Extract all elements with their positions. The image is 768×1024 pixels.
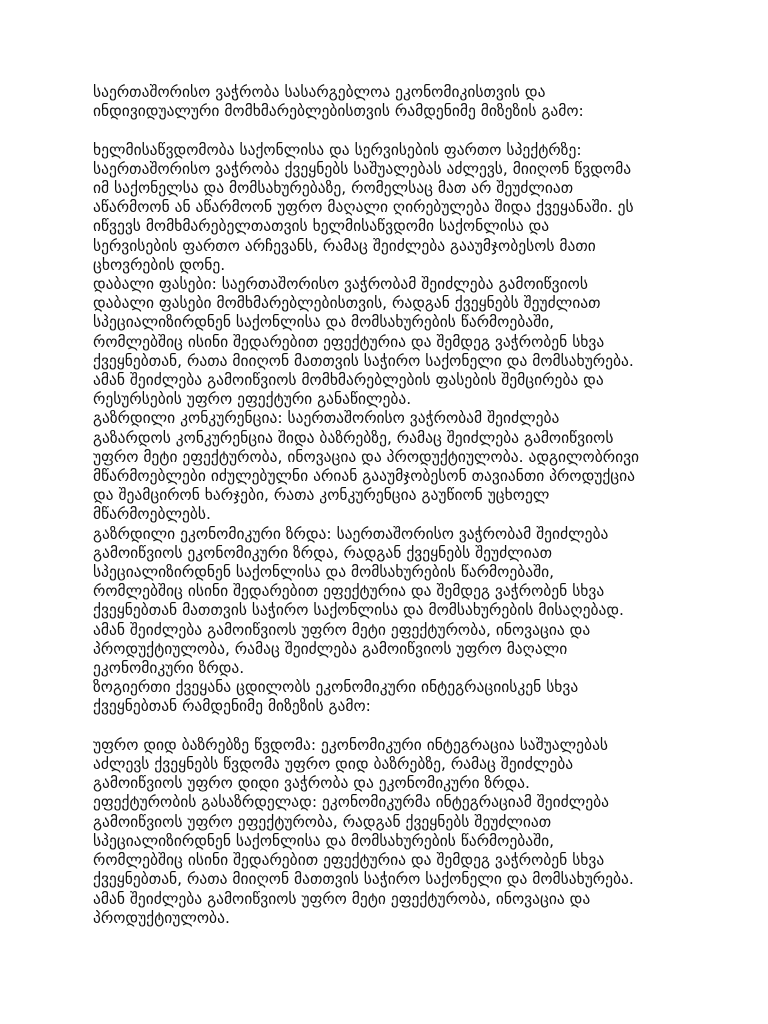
text-line: გაზარდოს კონკურენცია შიდა ბაზრებზე, რამაც შეიძლება გამოიწვიოს (93, 428, 614, 447)
text-line: დაბალი ფასები: საერთაშორისო ვაჭრობამ შეიძლება გამოიწვიოს (93, 275, 588, 294)
text-line: ქვეყნებთან, რათა მიიღონ მათთვის საჭირო საქონელი და მომსახურება. (93, 351, 634, 370)
text-line: პროდუქტიულობა. (93, 908, 230, 927)
text-line: აძლევს ქვეყნებს წვდომა უფრო დიდ ბაზრებზე, რამაც შეიძლება (93, 755, 574, 774)
text-line: ქვეყნებთან მათთვის საჭირო საქონლისა და მომსახურების მისაღებად. (93, 601, 624, 620)
text-line: გაზრდილი კონკურენცია: საერთაშორისო ვაჭრობამ შეიძლება (93, 409, 560, 428)
text-line: საერთაშორისო ვაჭრობა ქვეყნებს საშუალებას აძლევს, მიიღონ წვდომა (93, 159, 632, 178)
text-line: რომლებშიც ისინი შედარებით ეფექტურია და შემდეგ ვაჭრობენ სხვა (93, 851, 605, 870)
text-line: ეფექტურობის გასაზრდელად: ეკონომიკურმა ინტეგრაციამ შეიძლება (93, 793, 610, 812)
text-line: სპეციალიზირდნენ საქონლისა და მომსახურების წარმოებაში, (93, 831, 555, 850)
text-line: სერვისების ფართო არჩევანს, რამაც შეიძლება გააუმჯობესოს მათი (93, 236, 596, 255)
text-line: აწარმოონ ან აწარმოონ უფრო მაღალი ღირებულება შიდა ქვეყანაში. ეს (93, 198, 634, 217)
text-line: გამოიწვიოს უფრო დიდი ვაჭრობა და ეკონომიკური ზრდა. (93, 774, 530, 793)
closing-section (93, 736, 705, 928)
text-line: მწარმოებლებს. (93, 505, 211, 524)
text-line: სპეციალიზირდნენ საქონლისა და მომსახურების წარმოებაში, (93, 313, 555, 332)
text-line: გაზრდილი ეკონომიკური ზრდა: საერთაშორისო ვაჭრობამ შეიძლება (93, 524, 609, 543)
text-line: უფრო დიდ ბაზრებზე წვდომა: ეკონომიკური ინტეგრაცია საშუალებას (93, 735, 609, 754)
intro-paragraph (93, 83, 705, 121)
text-line: ამან შეიძლება გამოიწვიოს მომხმარებლების ფასების შემცირება და (93, 371, 604, 390)
text-line: ეკონომიკური ზრდა. (93, 659, 245, 678)
text-line: ქვეყნებთან რამდენიმე მიზეზის გამო: (93, 697, 371, 716)
text-line: იწვევს მომხმარებელთათვის ხელმისაწვდომი საქონლისა და (93, 217, 550, 236)
text-line: რესურსების უფრო ეფექტური განაწილება. (93, 390, 412, 409)
text-line: გამოიწვიოს უფრო ეფექტურობა, რადგან ქვეყნებს შეუძლიათ (93, 812, 552, 831)
text-line: ქვეყნებთან, რათა მიიღონ მათთვის საჭირო საქონელი და მომსახურება. (93, 870, 634, 889)
text-line: ინდივიდუალური მომხმარებლებისთვის რამდენიმე მიზეზის გამო: (93, 102, 584, 121)
text-line: პროდუქტიულობა, რამაც შეიძლება გამოიწვიოს უფრო მაღალი (93, 639, 568, 658)
text-line: რომლებშიც ისინი შედარებით ეფექტურია და შემდეგ ვაჭრობენ სხვა (93, 332, 605, 351)
paragraph-gap (93, 121, 705, 140)
text-line: ამან შეიძლება გამოიწვიოს უფრო მეტი ეფექტურობა, ინოვაცია და (93, 889, 591, 908)
text-line: დაბალი ფასები მომხმარებლებისთვის, რადგან ქვეყნებს შეუძლიათ (93, 294, 601, 313)
main-body (93, 141, 705, 717)
text-line: ამან შეიძლება გამოიწვიოს უფრო მეტი ეფექტურობა, ინოვაცია და (93, 620, 591, 639)
text-line: ხელმისაწვდომობა საქონლისა და სერვისების ფართო სპექტრზე: (93, 140, 582, 159)
paragraph-gap (93, 717, 705, 736)
text-line: და შეამცირონ ხარჯები, რათა კონკურენცია გაუწიონ უცხოელ (93, 486, 550, 505)
text-line: ცხოვრების დონე. (93, 255, 226, 274)
text-line: გამოიწვიოს ეკონომიკური ზრდა, რადგან ქვეყნებს შეუძლიათ (93, 543, 553, 562)
text-line: სპეციალიზირდნენ საქონლისა და მომსახურების წარმოებაში, (93, 563, 555, 582)
text-line: იმ საქონელსა და მომსახურებაზე, რომელსაც მათ არ შეუძლიათ (93, 179, 574, 197)
text-line: უფრო მეტი ეფექტურობა, ინოვაცია და პროდუქტიულობა. ადგილობრივი (93, 447, 640, 466)
text-line: ზოგიერთი ქვეყანა ცდილობს ეკონომიკური ინტეგრაციისკენ სხვა (93, 678, 579, 697)
text-line: მწარმოებლები იძულებულნი არიან გააუმჯობესონ თავიანთი პროდუქცია (93, 467, 636, 486)
text-line: რომლებშიც ისინი შედარებით ეფექტურია და შემდეგ ვაჭრობენ სხვა (93, 582, 605, 601)
text-line: საერთაშორისო ვაჭრობა სასარგებლოა ეკონომიკისთვის და (93, 83, 546, 101)
document-page (93, 83, 705, 928)
